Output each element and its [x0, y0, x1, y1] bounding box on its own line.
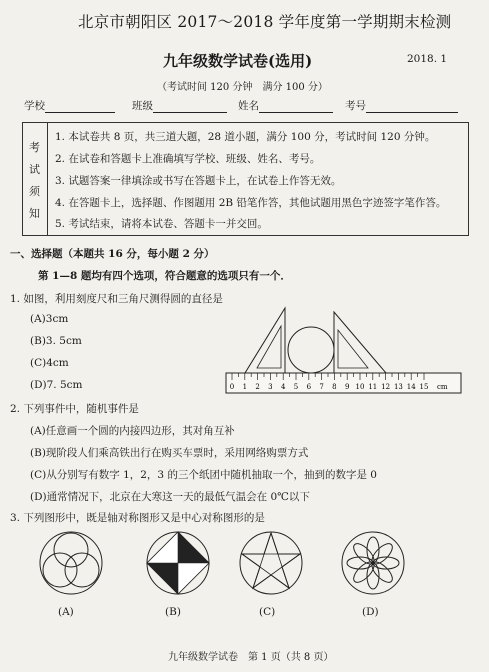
class-label: 班级 [132, 100, 153, 112]
q3-label-c: (C) [259, 606, 276, 618]
q3-label-b: (B) [165, 606, 181, 618]
number-field [345, 98, 458, 113]
ruler-tick-label: 7 [319, 383, 324, 391]
notice-side-label [23, 123, 48, 235]
q3-label-a: (A) [58, 606, 74, 618]
ruler-tick-label: 2 [255, 383, 260, 391]
ruler-tick-label: 15 [419, 383, 429, 391]
school-blank [45, 100, 115, 113]
q2-option-d: (D)通常情况下，北京在大寒这一天的最低气温会在 0℃以下 [30, 491, 310, 503]
school-label: 学校 [24, 100, 45, 112]
right-triangle [334, 312, 386, 373]
left-triangle [245, 308, 285, 373]
notice-char: 知 [29, 207, 40, 220]
class-blank [153, 100, 227, 113]
ruler-tick-label: 1 [242, 383, 248, 391]
number-blank [366, 100, 458, 113]
q3-figure-a [38, 530, 104, 596]
notice-item: 4. 在答题卡上，选择题、作图题用 2B 铅笔作答，其他试题用黑色字迹签字笔作答。 [55, 197, 447, 209]
page-footer: 九年级数学试卷 第 1 页（共 8 页） [168, 652, 334, 663]
notice-item: 3. 试题答案一律填涂或书写在答题卡上，在试卷上作答无效。 [55, 175, 342, 187]
paper-subtitle: 九年级数学试卷(选用) [163, 52, 313, 70]
ruler-tick-label: 5 [293, 383, 299, 391]
section-instruction: 第 1—8 题均有四个选项，符合题意的选项只有一个． [38, 270, 291, 282]
name-label: 姓名 [238, 100, 259, 112]
ruler-tick-label: 6 [306, 383, 312, 391]
section-heading: 一、选择题（本题共 16 分，每小题 2 分） [10, 248, 215, 260]
ruler-tick-label: 14 [406, 383, 416, 391]
q3-figure-b [145, 530, 211, 596]
q2-option-c: (C)从分别写有数字 1，2，3 的三个纸团中随机抽取一个，抽到的数字是 0 [30, 469, 377, 481]
question-2-stem: 2. 下列事件中，随机事件是 [10, 403, 139, 415]
q1-option-d: (D)7. 5cm [30, 379, 83, 391]
q3-figure-d [340, 530, 406, 596]
ruler-tick-label: 13 [393, 383, 403, 391]
notice-item: 1. 本试卷共 8 页，共三道大题，28 道小题，满分 100 分，考试时间 120 分钟。 [55, 131, 436, 143]
q2-option-b: (B)现阶段人们乘高铁出行在购买车票时，采用网络购票方式 [30, 447, 309, 459]
notice-char: 须 [29, 185, 40, 198]
notice-char: 试 [29, 163, 40, 176]
school-field [24, 98, 115, 113]
q1-option-c: (C)4cm [30, 357, 69, 369]
exam-info: （考试时间 120 分钟 满分 100 分） [157, 82, 328, 93]
q1-option-a: (A)3cm [30, 313, 69, 325]
ruler-tick-label: 12 [381, 383, 391, 391]
ruler-tick-label: 4 [280, 383, 286, 391]
q3-figure-c [238, 530, 304, 596]
measured-circle [288, 327, 334, 373]
question-3-stem: 3. 下列图形中，既是轴对称图形又是中心对称图形的是 [10, 512, 265, 524]
exam-notice-box [22, 122, 469, 236]
q3-label-d: (D) [362, 606, 379, 618]
exam-title: 北京市朝阳区 2017～2018 学年度第一学期期末检测 [78, 13, 452, 31]
ruler-tick-label: 10 [355, 383, 365, 391]
name-blank [259, 100, 333, 113]
number-label: 考号 [345, 100, 366, 112]
ruler-tick-label: 3 [268, 383, 273, 391]
name-field [238, 98, 333, 113]
notice-char: 考 [29, 141, 40, 154]
ruler-unit: cm [437, 383, 448, 391]
question-1-stem: 1. 如图，利用刻度尺和三角尺测得圆的直径是 [10, 293, 223, 305]
notice-item: 2. 在试卷和答题卡上准确填写学校、班级、姓名、考号。 [55, 153, 321, 165]
class-field [132, 98, 227, 113]
exam-date: 2018. 1 [407, 53, 448, 65]
ruler-tick-label: 9 [344, 383, 350, 391]
right-triangle-inner [338, 330, 368, 368]
ruler-triangle-figure [224, 306, 464, 396]
q2-option-a: (A)任意画一个圆的内接四边形，其对角互补 [30, 425, 235, 437]
ruler-tick-label: 8 [332, 383, 337, 391]
notice-item: 5. 考试结束，请将本试卷、答题卡一并交回。 [55, 218, 268, 230]
q1-option-b: (B)3. 5cm [30, 335, 82, 347]
ruler-tick-label: 11 [368, 383, 378, 391]
ruler-tick-label: 0 [229, 383, 235, 391]
